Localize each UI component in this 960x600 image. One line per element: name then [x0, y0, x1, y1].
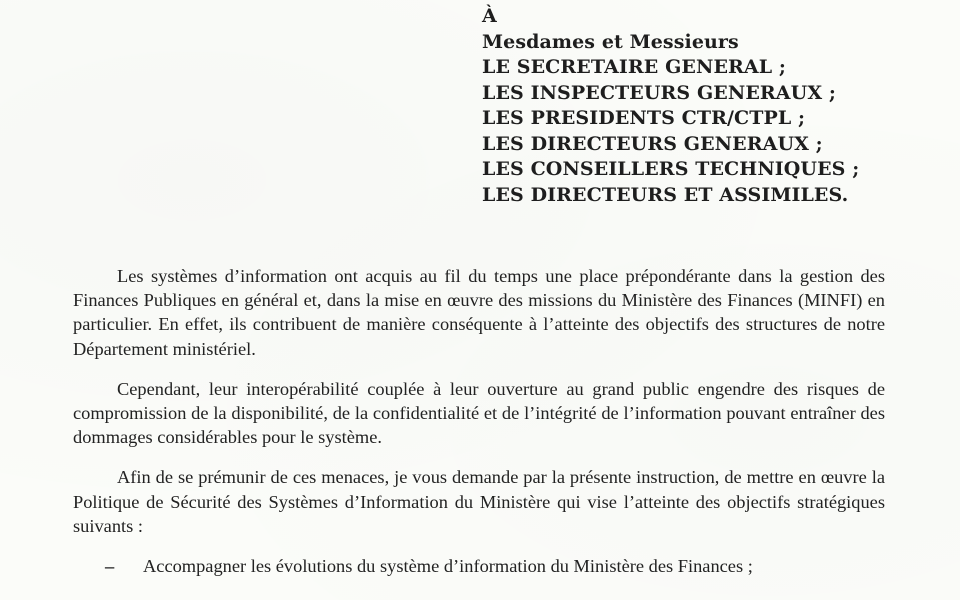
- recipient-line-directors: LES DIRECTEURS ET ASSIMILES.: [482, 183, 849, 206]
- paragraph-instruction: Afin de se prémunir de ces menaces, je vous demande par la présente instruction, de mettre en œuvre la Politique de Sécurité des Systèmes d’Information du Ministère qui vise l’atteinte des objectifs stratégiques suivants :: [73, 467, 885, 536]
- letter-body: [73, 264, 885, 578]
- objectives-list: [73, 554, 885, 578]
- recipient-line-presidents: LES PRESIDENTS CTR/CTPL ;: [482, 107, 806, 129]
- dash-bullet-icon: –: [105, 556, 115, 577]
- recipient-line-secretary-general: LE SECRETAIRE GENERAL ;: [482, 56, 787, 78]
- recipient-line-to: À: [482, 5, 497, 27]
- recipient-line-inspectors-general: LES INSPECTEURS GENERAUX ;: [482, 81, 836, 104]
- recipient-line-technical-advisors: LES CONSEILLERS TECHNIQUES ;: [482, 158, 860, 180]
- recipient-line-salutation: Mesdames et Messieurs: [482, 30, 739, 53]
- recipient-block: [482, 4, 859, 208]
- paragraph-risks: Cependant, leur interopérabilité couplée à leur ouverture au grand public engendre des risques de compromission de la disponibilité, de la confidentialité et de l’intégrité de l’information pouvant entraîner des dommages considérables pour le système.: [73, 378, 885, 448]
- recipient-line-directors-general: LES DIRECTEURS GENERAUX ;: [482, 132, 823, 155]
- paragraph-information-systems: Les systèmes d’information ont acquis au fil du temps une place prépondérante dans la gestion des Finances Publiques en général et, dans la mise en œuvre des missions du Ministère des Finances (MINFI) en particulier. En effet, ils contribuent de manière conséquente à l’atteinte des objectifs des structures de notre Département ministériel.: [73, 266, 885, 359]
- objective-text: Accompagner les évolutions du système d’information du Ministère des Finances ;: [143, 556, 753, 577]
- list-item: [73, 554, 885, 578]
